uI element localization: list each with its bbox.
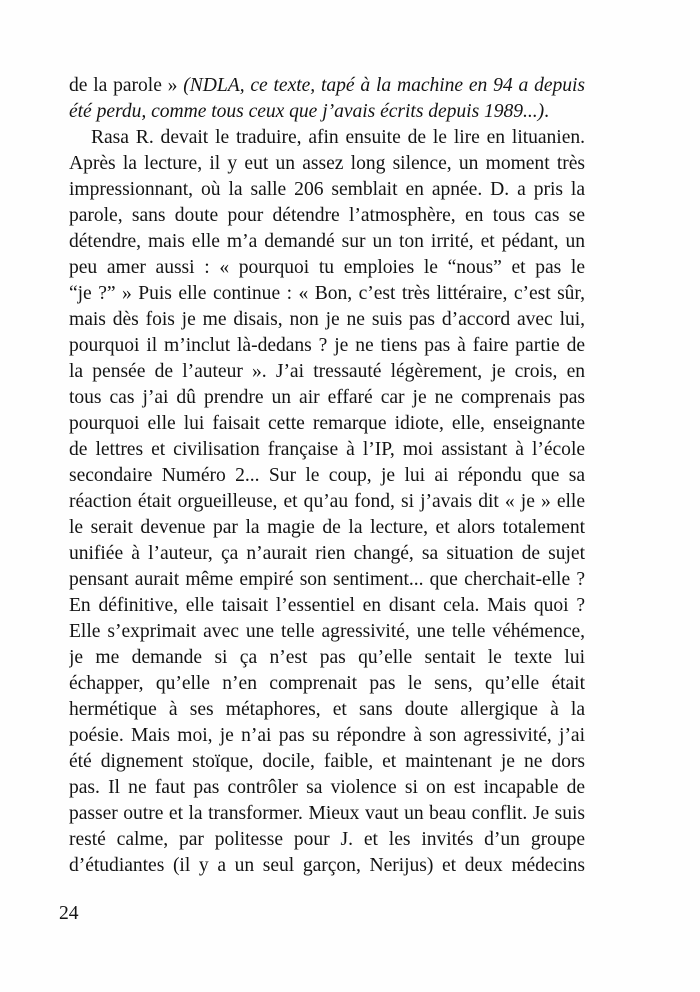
text-segment: En définitive, elle taisait l’essentiel en disant cela. Mais quoi ? bbox=[69, 595, 585, 616]
text-segment: le serait devenue par la magie de la lecture, et alors totalement bbox=[69, 517, 585, 538]
text-segment: poésie. Mais moi, je n’ai pas su répondre à son agressivité, j’ai bbox=[69, 725, 585, 746]
text-line bbox=[69, 359, 585, 385]
text-segment: Après la lecture, il y eut un assez long silence, un moment très bbox=[69, 153, 585, 174]
text-segment: “je ?” » Puis elle continue : « Bon, c’est très littéraire, c’est sûr, bbox=[69, 283, 585, 304]
italic-text-segment: été perdu, comme tous ceux que j’avais écrits depuis 1989...) bbox=[69, 101, 545, 122]
text-line bbox=[69, 73, 585, 99]
page-text bbox=[69, 73, 585, 879]
text-segment: passer outre et la transformer. Mieux vaut un beau conflit. Je suis bbox=[69, 803, 585, 824]
text-line bbox=[69, 307, 585, 333]
text-line bbox=[69, 567, 585, 593]
text-line bbox=[69, 619, 585, 645]
text-line bbox=[69, 229, 585, 255]
text-segment: secondaire Numéro 2... Sur le coup, je lui ai répondu que sa bbox=[69, 465, 585, 486]
text-line bbox=[69, 463, 585, 489]
text-segment: tous cas j’ai dû prendre un air effaré car je ne comprenais pas bbox=[69, 387, 585, 408]
text-line bbox=[69, 853, 585, 879]
text-segment: été dignement stoïque, docile, faible, et maintenant je ne dors bbox=[69, 751, 585, 772]
text-segment: d’étudiantes (il y a un seul garçon, Nerijus) et deux médecins bbox=[69, 855, 585, 876]
text-segment: pourquoi il m’inclut là-dedans ? je ne tiens pas à faire partie de bbox=[69, 335, 585, 356]
text-line bbox=[69, 801, 585, 827]
text-segment: impressionnant, où la salle 206 semblait en apnée. D. a pris la bbox=[69, 179, 585, 200]
text-segment: de lettres et civilisation française à l’IP, moi assistant à l’école bbox=[69, 439, 585, 460]
text-line bbox=[69, 411, 585, 437]
text-line bbox=[69, 541, 585, 567]
text-line bbox=[69, 489, 585, 515]
text-segment: parole, sans doute pour détendre l’atmosphère, en tous cas se bbox=[69, 205, 585, 226]
text-line bbox=[69, 99, 585, 125]
text-segment: pensant aurait même empiré son sentiment... que cherchait-elle ? bbox=[69, 569, 585, 590]
text-line bbox=[69, 697, 585, 723]
text-segment: peu amer aussi : « pourquoi tu emploies le “nous” et pas le bbox=[69, 257, 585, 278]
text-line bbox=[69, 385, 585, 411]
text-segment: détendre, mais elle m’a demandé sur un ton irrité, et pédant, un bbox=[69, 231, 585, 252]
text-segment: réaction était orgueilleuse, et qu’au fond, si j’avais dit « je » elle bbox=[69, 491, 585, 512]
text-segment: pas. Il ne faut pas contrôler sa violence si on est incapable de bbox=[69, 777, 585, 798]
text-segment: de la parole » bbox=[69, 75, 184, 96]
text-line bbox=[69, 333, 585, 359]
text-segment: échapper, qu’elle n’en comprenait pas le sens, qu’elle était bbox=[69, 673, 585, 694]
text-segment: . bbox=[544, 101, 549, 122]
text-line bbox=[69, 827, 585, 853]
text-line bbox=[69, 749, 585, 775]
text-segment: hermétique à ses métaphores, et sans doute allergique à la bbox=[69, 699, 585, 720]
text-line bbox=[69, 177, 585, 203]
text-segment: mais dès fois je me disais, non je ne suis pas d’accord avec lui, bbox=[69, 309, 585, 330]
text-line bbox=[69, 645, 585, 671]
text-segment: unifiée à l’auteur, ça n’aurait rien changé, sa situation de sujet bbox=[69, 543, 585, 564]
text-line bbox=[69, 437, 585, 463]
text-line bbox=[69, 151, 585, 177]
text-segment: la pensée de l’auteur ». J’ai tressauté légèrement, je crois, en bbox=[69, 361, 585, 382]
text-segment: Rasa R. devait le traduire, afin ensuite de le lire en lituanien. bbox=[91, 127, 585, 148]
text-line bbox=[69, 671, 585, 697]
text-line bbox=[69, 255, 585, 281]
text-line bbox=[69, 515, 585, 541]
text-line bbox=[69, 593, 585, 619]
text-line bbox=[69, 775, 585, 801]
text-segment: je me demande si ça n’est pas qu’elle sentait le texte lui bbox=[69, 647, 585, 668]
text-segment: Elle s’exprimait avec une telle agressivité, une telle véhémence, bbox=[69, 621, 585, 642]
text-segment: pourquoi elle lui faisait cette remarque idiote, elle, enseignante bbox=[69, 413, 585, 434]
text-line bbox=[69, 125, 585, 151]
text-line bbox=[69, 723, 585, 749]
text-segment: resté calme, par politesse pour J. et les invités d’un groupe bbox=[69, 829, 585, 850]
text-line bbox=[69, 281, 585, 307]
text-line bbox=[69, 203, 585, 229]
page-number: 24 bbox=[59, 903, 79, 924]
italic-text-segment: (NDLA, ce texte, tapé à la machine en 94 a depuis bbox=[183, 75, 585, 96]
